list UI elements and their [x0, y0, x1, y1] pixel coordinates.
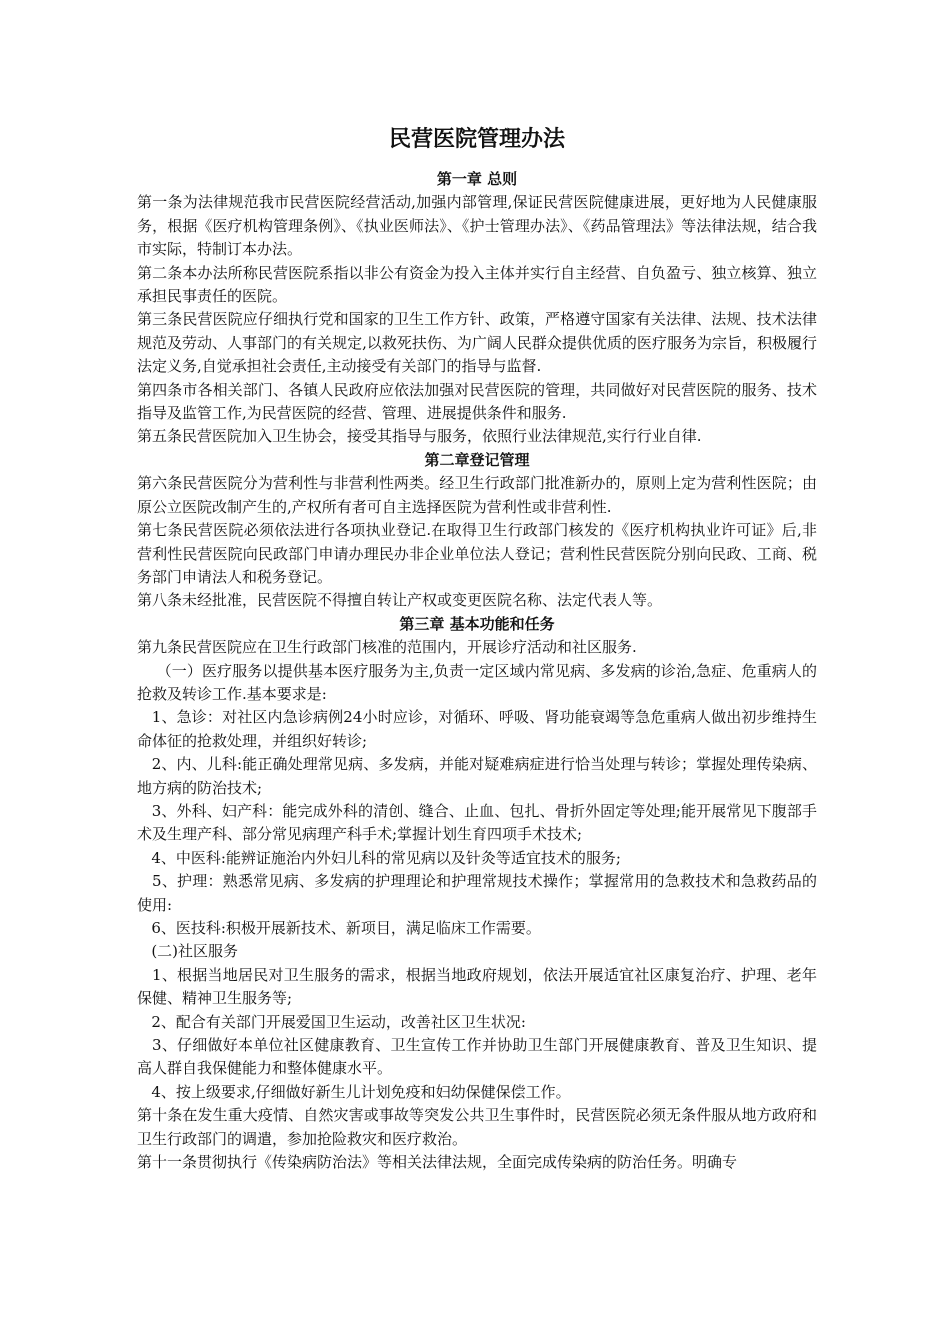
article-paragraph: 第七条民营医院必须依法进行各项执业登记.在取得卫生行政部门核发的《医疗机构执业许可证》后,非营利性民营医院向民政部门申请办理民办非企业单位法人登记；营利性民营医院分别向民政、工商、税务部门申请法人和税务登记。 — [137, 521, 817, 586]
list-item: 2、配合有关部门开展爱国卫生运动，改善社区卫生状况: — [137, 1012, 526, 1031]
article-paragraph: 第三条民营医院应仔细执行党和国家的卫生工作方针、政策，严格遵守国家有关法律、法规、技术法律规范及劳动、人事部门的有关规定,以救死扶伤、为广阔人民群众提供优质的医疗服务为宗旨，积极履行法定义务,自觉承担社会责任,主动接受有关部门的指导与监督. — [137, 310, 817, 376]
article-paragraph: 第八条未经批准，民营医院不得擅自转让产权或变更医院名称、法定代表人等。 — [137, 591, 663, 610]
list-item: 1、急诊：对社区内急诊病例24小时应诊，对循环、呼吸、肾功能衰竭等急危重病人做出初步维持生命体征的抢救处理，并组织好转诊; — [137, 708, 817, 750]
article-paragraph: 第四条市各相关部门、各镇人民政府应依法加强对民营医院的管理，共同做好对民营医院的服务、技术指导及监管工作,为民营医院的经营、管理、进展提供条件和服务. — [137, 380, 817, 423]
document-body — [137, 118, 817, 1174]
article-paragraph: 第五条民营医院加入卫生协会，接受其指导与服务，依照行业法律规范,实行行业自律. — [137, 427, 702, 446]
list-item: 5、护理：熟悉常见病、多发病的护理理论和护理常规技术操作；掌握常用的急救技术和急救药品的使用: — [137, 872, 817, 914]
chapter-heading: 第三章 基本功能和任务 — [399, 614, 555, 633]
article-paragraph: 第一条为法律规范我市民营医院经营活动,加强内部管理,保证民营医院健康进展，更好地为人民健康服务，根据《医疗机构管理条例》、《执业医师法》、《护士管理办法》、《药品管理法》等法律法规，结合我市实际，特制订本办法。 — [137, 193, 817, 259]
list-item: 3、仔细做好本单位社区健康教育、卫生宣传工作并协助卫生部门开展健康教育、普及卫生知识、提高人群自我保健能力和整体健康水平。 — [137, 1036, 817, 1078]
article-paragraph: （一）医疗服务以提供基本医疗服务为主,负责一定区域内常见病、多发病的诊治,急症、危重病人的抢救及转诊工作.基本要求是: — [137, 661, 817, 703]
list-item: 6、医技科:积极开展新技术、新项目，满足临床工作需要。 — [137, 919, 541, 937]
article-paragraph: 第六条民营医院分为营利性与非营利性两类。经卫生行政部门批准新办的，原则上定为营利性医院；由原公立医院改制产生的,产权所有者可自主选择医院为营利性或非营利性. — [137, 474, 817, 516]
document-title: 民营医院管理办法 — [388, 126, 565, 152]
list-item: 1、根据当地居民对卫生服务的需求，根据当地政府规划，依法开展适宜社区康复治疗、护理、老年保健、精神卫生服务等; — [137, 965, 817, 1008]
article-paragraph: 第九条民营医院应在卫生行政部门核准的范围内，开展诊疗活动和社区服务. — [137, 638, 637, 657]
list-item: 4、按上级要求,仔细做好新生儿计划免疫和妇幼保健保偿工作。 — [137, 1082, 571, 1101]
section-subheading: (二)社区服务 — [137, 942, 239, 961]
list-item: 4、中医科:能辨证施治内外妇儿科的常见病以及针灸等适宜技术的服务; — [137, 848, 621, 867]
chapter-heading: 第一章 总则 — [436, 170, 518, 188]
article-paragraph: 第十一条贯彻执行《传染病防治法》等相关法律法规，全面完成传染病的防治任务。明确专 — [137, 1153, 738, 1172]
list-item: 3、外科、妇产科：能完成外科的清创、缝合、止血、包扎、骨折外固定等处理;能开展常见下腹部手术及生理产科、部分常见病理产科手术;掌握计划生育四项手术技术; — [137, 801, 817, 844]
article-paragraph: 第十条在发生重大疫情、自然灾害或事故等突发公共卫生事件时，民营医院必须无条件服从地方政府和卫生行政部门的调遣，参加抢险救灾和医疗救治。 — [137, 1106, 817, 1148]
list-item: 2、内、儿科:能正确处理常见病、多发病，并能对疑难病症进行恰当处理与转诊；掌握处理传染病、地方病的防治技术; — [137, 755, 817, 797]
article-paragraph: 第二条本办法所称民营医院系指以非公有资金为投入主体并实行自主经营、自负盈亏、独立核算、独立承担民事责任的医院。 — [137, 263, 817, 306]
chapter-heading: 第二章登记管理 — [424, 450, 530, 469]
